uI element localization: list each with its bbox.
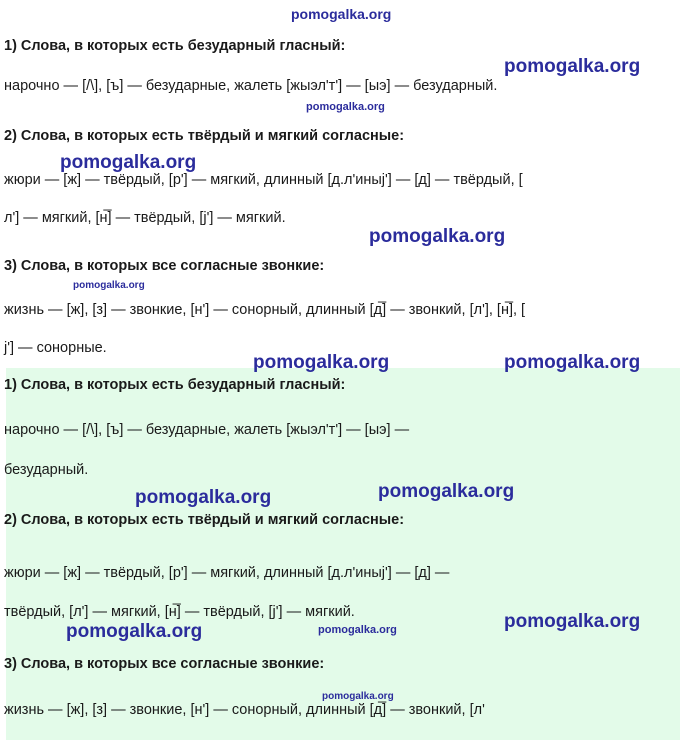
watermark: pomogalka.org (504, 56, 641, 77)
watermark: pomogalka.org (504, 352, 641, 373)
highlighted-body-1-line-2: безударный. (4, 462, 89, 478)
watermark: pomogalka.org (60, 152, 197, 173)
answer-heading-2: 2) Слова, в которых есть твёрдый и мягкий согласные: (4, 128, 405, 144)
watermark: pomogalka.org (66, 621, 203, 642)
watermark: pomogalka.org (291, 6, 392, 22)
watermark: pomogalka.org (73, 280, 145, 291)
highlighted-body-1-line-1: нарочно — [/\], [ъ] — безударные, жалеть [жыэл'т'] — [ыэ] — (4, 422, 410, 438)
answer-heading-1: 1) Слова, в которых есть безударный гласный: (4, 38, 346, 54)
answer-heading-3: 3) Слова, в которых все согласные звонкие: (4, 258, 325, 274)
answer-body-2-line-1: жюри — [ж] — твёрдый, [р'] — мягкий, длинный [д.л'иныj'] — [д] — твёрдый, [ (4, 172, 523, 188)
highlighted-body-2-line-2: твёрдый, [л'] — мягкий, [н̅] — твёрдый, [j'] — мягкий. (4, 604, 355, 620)
watermark: pomogalka.org (318, 624, 397, 636)
watermark: pomogalka.org (135, 487, 272, 508)
highlighted-heading-1: 1) Слова, в которых есть безударный гласный: (4, 377, 346, 393)
answer-body-3-line-1: жизнь — [ж], [з] — звонкие, [н'] — сонорный, длинный [д̅] — звонкий, [л'], [н̅], [ (4, 302, 526, 318)
highlighted-body-2-line-1: жюри — [ж] — твёрдый, [р'] — мягкий, длинный [д.л'иныj'] — [д] — (4, 565, 450, 581)
watermark: pomogalka.org (306, 101, 385, 113)
highlighted-heading-3: 3) Слова, в которых все согласные звонкие: (4, 656, 325, 672)
answer-body-1: нарочно — [/\], [ъ] — безударные, жалеть [жыэл'т'] — [ыэ] — безударный. (4, 78, 498, 94)
watermark: pomogalka.org (504, 611, 641, 632)
highlighted-heading-2: 2) Слова, в которых есть твёрдый и мягкий согласные: (4, 512, 405, 528)
watermark: pomogalka.org (369, 226, 506, 247)
watermark: pomogalka.org (322, 691, 394, 702)
watermark: pomogalka.org (253, 352, 390, 373)
answer-body-3-line-2: j'] — сонорные. (4, 340, 107, 356)
answer-body-2-line-2: л'] — мягкий, [н̅] — твёрдый, [j'] — мягкий. (4, 210, 286, 226)
watermark: pomogalka.org (378, 481, 515, 502)
highlighted-body-3-line-1: жизнь — [ж], [з] — звонкие, [н'] — сонорный, длинный [д̅] — звонкий, [л' (4, 702, 485, 718)
